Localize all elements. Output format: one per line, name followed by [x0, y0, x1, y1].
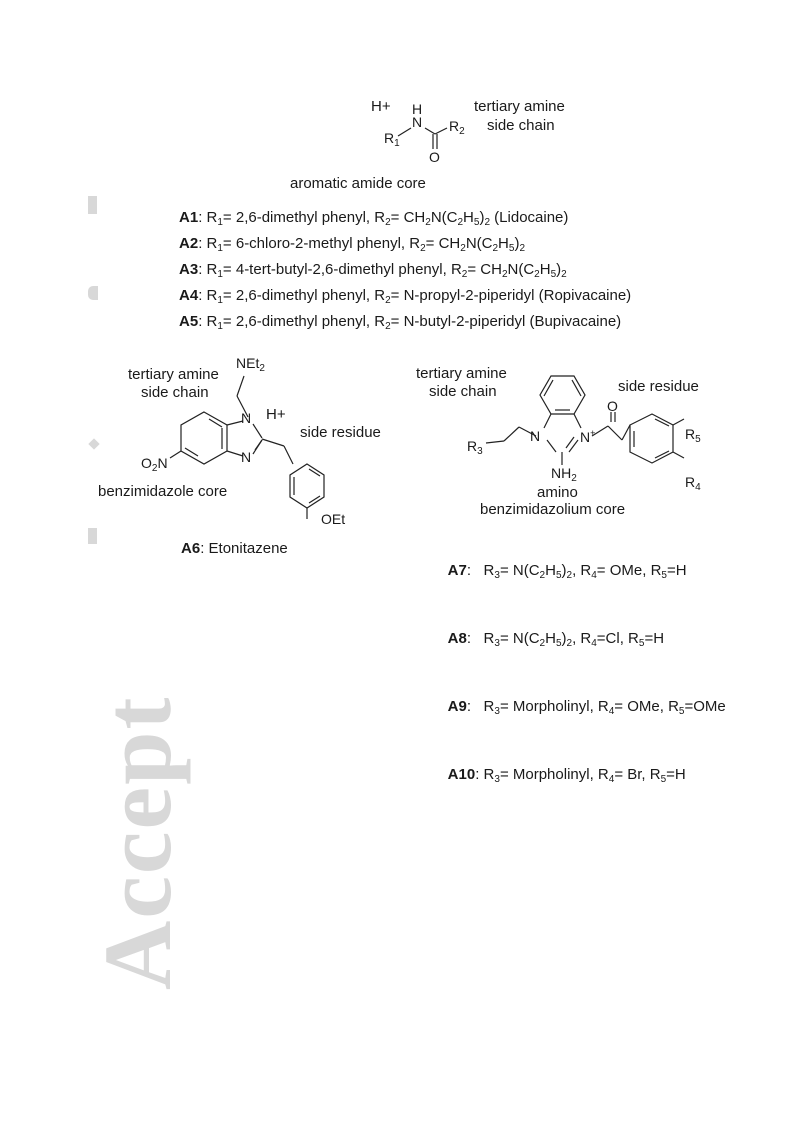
subscript: 2 — [425, 217, 431, 228]
text: H — [498, 235, 509, 252]
subscript: 4 — [591, 570, 597, 581]
n-label: N — [580, 429, 591, 445]
text: H — [545, 630, 556, 647]
text: =OMe — [684, 698, 726, 715]
side-residue-label: side residue — [618, 378, 699, 395]
text: = CH — [425, 235, 461, 252]
subscript: 2 — [501, 269, 508, 280]
benzimidazolium-bonds — [0, 0, 793, 560]
separator: : — [466, 698, 484, 715]
net-subscript: 2 — [259, 363, 265, 374]
text: R — [483, 698, 495, 715]
subscript: 2 — [484, 217, 491, 228]
compound-id: A8 — [447, 630, 467, 647]
r5-label: R — [685, 426, 696, 442]
text: = OMe, R — [596, 562, 662, 579]
text: = 2,6-dimethyl phenyl, R — [222, 209, 386, 226]
text: N(C — [465, 235, 493, 252]
subscript: 1 — [217, 243, 223, 254]
subscript: 5 — [555, 570, 562, 581]
subscript: 2 — [566, 570, 573, 581]
separator: : — [475, 766, 484, 783]
subscript: 1 — [217, 295, 223, 306]
text: =H — [666, 562, 687, 579]
compound-line-a10 — [431, 743, 726, 811]
separator: : — [466, 630, 484, 647]
text: = OMe, R — [614, 698, 679, 715]
text: (Lidocaine) — [490, 209, 569, 226]
text: = N-propyl-2-piperidyl (Ropivacaine) — [390, 287, 632, 304]
text: ) — [514, 235, 520, 252]
text: ) — [561, 562, 567, 579]
subscript: 2 — [561, 269, 567, 280]
o-label: O — [141, 455, 152, 471]
text: R — [483, 630, 495, 647]
atom-nh2 — [551, 465, 577, 484]
text: = Morpholinyl, R — [499, 766, 609, 783]
text: R — [483, 766, 495, 783]
atom-h: H — [412, 101, 423, 117]
compound-line-a7 — [431, 539, 726, 607]
atom-n2: N — [241, 449, 252, 465]
protonation-label: H+ — [371, 98, 391, 115]
subscript: 5 — [550, 269, 557, 280]
side-chain-label: side chain — [487, 117, 555, 134]
text: =H — [644, 630, 665, 647]
text: H — [463, 209, 474, 226]
text: : R — [198, 235, 218, 252]
text: = 2,6-dimethyl phenyl, R — [222, 313, 386, 330]
r1-label: R — [384, 130, 395, 146]
text: N(C — [430, 209, 458, 226]
r3-subscript: 3 — [477, 446, 483, 457]
text: ) — [479, 209, 485, 226]
text: : R — [198, 287, 218, 304]
subscript: 5 — [660, 774, 667, 785]
compound-id: A2 — [179, 235, 199, 252]
atom-r4 — [685, 474, 701, 493]
subscript: 5 — [555, 638, 562, 649]
subscript: 1 — [217, 269, 223, 280]
subscript: 2 — [385, 321, 391, 332]
text: : R — [198, 313, 218, 330]
text: = N-butyl-2-piperidyl (Bupivacaine) — [390, 313, 622, 330]
text: R — [483, 562, 495, 579]
text: =Cl, R — [596, 630, 639, 647]
compound-id: A3 — [179, 261, 199, 278]
text: H — [545, 562, 556, 579]
tertiary-amine-label: tertiary amine — [416, 365, 507, 382]
text: = N(C — [499, 630, 540, 647]
side-chain-label: side chain — [141, 384, 209, 401]
compound-name: : Etonitazene — [200, 540, 288, 557]
r2-label: R — [449, 118, 460, 134]
text: : R — [198, 261, 218, 278]
text: = CH — [390, 209, 426, 226]
compound-id: A4 — [179, 287, 199, 304]
subscript: 2 — [519, 243, 526, 254]
r3-label: R — [467, 438, 478, 454]
atom-r5 — [685, 426, 701, 445]
atom-n1: N — [530, 428, 541, 444]
tertiary-amine-label: tertiary amine — [474, 98, 565, 115]
compound-id: A9 — [447, 698, 467, 715]
benzimidazole-core-label: benzimidazole core — [98, 483, 228, 500]
subscript: 2 — [457, 217, 464, 228]
text: = 2,6-dimethyl phenyl, R — [222, 287, 386, 304]
compound-line-a8 — [431, 607, 726, 675]
subscript: 2 — [566, 638, 573, 649]
r4-subscript: 4 — [695, 482, 701, 493]
text: = N(C — [499, 562, 540, 579]
text: , R — [572, 562, 592, 579]
subscript: 5 — [508, 243, 515, 254]
atom-r3 — [467, 438, 483, 457]
n-label: N — [157, 455, 168, 471]
compound-id: A6 — [181, 540, 201, 557]
net-label: NEt — [236, 355, 260, 371]
subscript: 2 — [420, 243, 426, 254]
atom-o: O — [607, 398, 618, 414]
text: H — [539, 261, 551, 278]
watermark-text: Accept — [84, 695, 191, 990]
text: ) — [561, 630, 567, 647]
atom-oet: OEt — [321, 511, 346, 527]
subscript: 2 — [534, 269, 540, 280]
text: : R — [198, 209, 218, 226]
text: N(C — [507, 261, 535, 278]
atom-n: N — [412, 114, 423, 130]
text: = 4-tert-butyl-2,6-dimethyl phenyl, R — [222, 261, 462, 278]
text: ) — [556, 261, 562, 278]
subscript: 5 — [473, 217, 480, 228]
protonation-label: H+ — [266, 406, 286, 423]
subscript: 4 — [591, 638, 597, 649]
separator: : — [466, 562, 484, 579]
subscript: 5 — [678, 706, 685, 717]
subscript: 2 — [461, 269, 468, 280]
amino-label: amino — [537, 484, 578, 501]
aromatic-amide-core-label: aromatic amide core — [290, 175, 426, 192]
benzimidazolium-core-label: benzimidazolium core — [480, 501, 626, 518]
atom-o: O — [429, 149, 440, 165]
subscript: 2 — [385, 295, 391, 306]
subscript: 4 — [608, 774, 615, 785]
subscript: 2 — [460, 243, 466, 254]
nh-subscript: 2 — [571, 473, 577, 484]
compound-id: A1 — [179, 209, 199, 226]
subscript: 1 — [217, 217, 223, 228]
text: = Morpholinyl, R — [499, 698, 609, 715]
subscript: 3 — [494, 706, 500, 717]
subscript: 3 — [494, 638, 500, 649]
compound-id: A7 — [447, 562, 467, 579]
compound-id: A5 — [179, 313, 199, 330]
subscript: 3 — [494, 570, 500, 581]
subscript: 5 — [661, 570, 667, 581]
text: = Br, R — [614, 766, 661, 783]
text: = 6-chloro-2-methyl phenyl, R — [222, 235, 421, 252]
text: =H — [666, 766, 686, 783]
subscript: 1 — [217, 321, 223, 332]
side-residue-label: side residue — [300, 424, 381, 441]
subscript: 3 — [494, 774, 500, 785]
subscript: 2 — [385, 217, 391, 228]
subscript: 2 — [492, 243, 499, 254]
subscript: 2 — [539, 570, 546, 581]
subscript: 4 — [608, 706, 615, 717]
text: , R — [572, 630, 592, 647]
r4-label: R — [685, 474, 696, 490]
o-subscript: 2 — [151, 463, 158, 474]
compound-line-a9 — [431, 675, 726, 743]
compound-id: A10 — [447, 766, 476, 783]
r5-subscript: 5 — [695, 434, 701, 445]
r2-subscript: 2 — [459, 126, 465, 137]
atom-n2-plus — [580, 428, 595, 445]
charge-superscript: + — [590, 428, 596, 438]
subscript: 5 — [638, 638, 645, 649]
side-chain-label: side chain — [429, 383, 497, 400]
r1-subscript: 1 — [394, 138, 400, 149]
compound-list-a7-a10 — [431, 539, 726, 811]
subscript: 2 — [539, 638, 546, 649]
nh-label: NH — [551, 465, 572, 481]
tertiary-amine-label: tertiary amine — [128, 366, 219, 383]
text: = CH — [467, 261, 502, 278]
atom-n1: N — [241, 410, 252, 426]
